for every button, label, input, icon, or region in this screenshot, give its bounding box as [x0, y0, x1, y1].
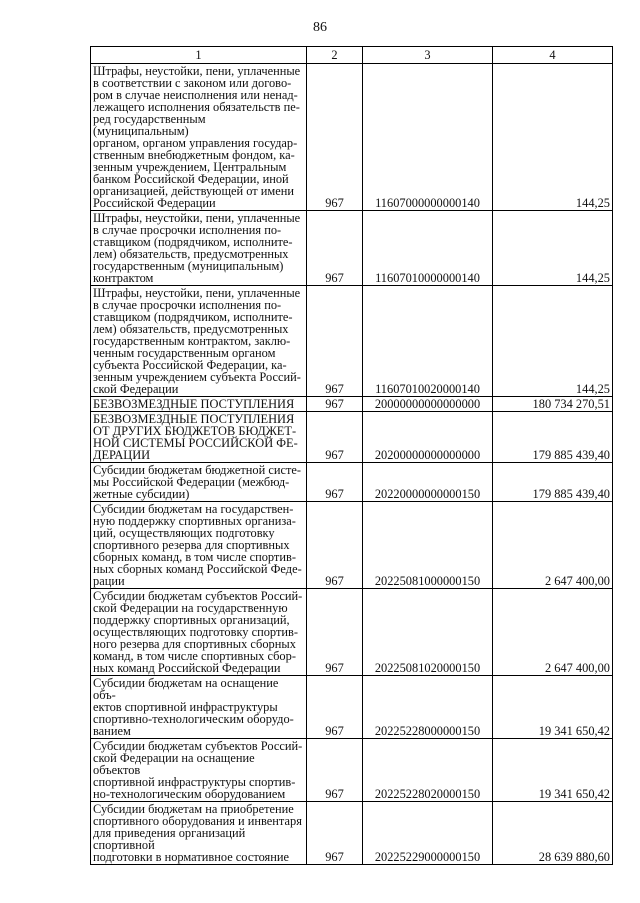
- table-row: [91, 211, 613, 286]
- amount-cell: 144,25: [493, 286, 613, 397]
- administrator-code-cell: 967: [307, 676, 363, 739]
- revenue-name-line: банком Российской Федерации, иной: [93, 172, 289, 186]
- revenue-name-line: Субсидии бюджетам бюджетной систе-: [93, 463, 301, 477]
- administrator-code-cell: 967: [307, 739, 363, 802]
- revenue-name-line: Субсидии бюджетам субъектов Россий-: [93, 739, 303, 753]
- amount-cell: 19 341 650,42: [493, 676, 613, 739]
- administrator-code-cell: 967: [307, 397, 363, 412]
- revenue-code-cell: 20225228020000150: [363, 739, 493, 802]
- revenue-name-line: организацией, действующей от имени: [93, 184, 294, 198]
- revenue-name-line: ред государственным (муниципальным): [93, 112, 206, 138]
- revenue-name-line: мы Российской Федерации (межбюд-: [93, 475, 290, 489]
- revenue-name-line: ской Федерации на государственную: [93, 601, 288, 615]
- table-row: [91, 412, 613, 463]
- revenue-name-cell: [91, 211, 307, 286]
- administrator-code-cell: 967: [307, 286, 363, 397]
- revenue-name-cell: [91, 286, 307, 397]
- revenue-name-line: подготовки в нормативное состояние: [93, 850, 289, 864]
- table-row: [91, 397, 613, 412]
- revenue-name-line: органом, органом управления государ-: [93, 136, 298, 150]
- revenue-name-line: ставщиком (подрядчиком, исполните-: [93, 235, 293, 249]
- revenue-name-line: Штрафы, неустойки, пени, уплаченные: [93, 64, 301, 78]
- administrator-code-cell: 967: [307, 463, 363, 502]
- table-row: [91, 286, 613, 397]
- revenue-code-cell: 20225081020000150: [363, 589, 493, 676]
- revenue-name-line: НОЙ СИСТЕМЫ РОССИЙСКОЙ ФЕ-: [93, 436, 298, 450]
- revenue-name-line: лем) обязательств, предусмотренных: [93, 322, 289, 336]
- table-row: [91, 463, 613, 502]
- revenue-name-line: БЕЗВОЗМЕЗДНЫЕ ПОСТУПЛЕНИЯ: [93, 412, 295, 426]
- revenue-code-cell: 11607010020000140: [363, 286, 493, 397]
- revenue-name-line: спортивного резерва для спортивных: [93, 538, 290, 552]
- revenue-name-cell: [91, 397, 307, 412]
- revenue-name-line: рации: [93, 574, 125, 588]
- revenue-name-line: осуществляющих подготовку спортив-: [93, 625, 298, 639]
- revenue-name-line: ного резерва для спортивных сборных: [93, 637, 296, 651]
- revenue-name-line: спортивного оборудования и инвентаря: [93, 814, 302, 828]
- revenue-name-line: субъекта Российской Федерации, ка-: [93, 358, 287, 372]
- table-row: [91, 676, 613, 739]
- revenue-code-cell: 20220000000000150: [363, 463, 493, 502]
- revenue-name-line: ОТ ДРУГИХ БЮДЖЕТОВ БЮДЖЕТ-: [93, 424, 297, 438]
- revenue-name-line: ных команд Российской Федерации: [93, 661, 281, 675]
- revenue-name-line: ванием: [93, 724, 131, 738]
- revenue-name-line: поддержку спортивных организаций,: [93, 613, 290, 627]
- administrator-code-cell: 967: [307, 211, 363, 286]
- revenue-name-line: БЕЗВОЗМЕЗДНЫЕ ПОСТУПЛЕНИЯ: [93, 397, 295, 411]
- revenue-name-cell: [91, 412, 307, 463]
- revenue-name-cell: [91, 802, 307, 865]
- revenue-name-line: ДЕРАЦИИ: [93, 448, 151, 462]
- revenue-name-line: ставщиком (подрядчиком, исполните-: [93, 310, 293, 324]
- revenue-code-cell: 20225229000000150: [363, 802, 493, 865]
- column-header-1: 1: [91, 47, 307, 64]
- revenue-name-line: сборных команд, в том числе спортив-: [93, 550, 296, 564]
- amount-cell: 28 639 880,60: [493, 802, 613, 865]
- revenue-name-cell: [91, 502, 307, 589]
- administrator-code-cell: 967: [307, 64, 363, 211]
- revenue-name-line: Штрафы, неустойки, пени, уплаченные: [93, 286, 301, 300]
- revenue-code-cell: 20000000000000000: [363, 397, 493, 412]
- revenue-name-line: спортивной инфраструктуры спортив-: [93, 775, 296, 789]
- revenue-name-line: ственным внебюджетным фондом, ка-: [93, 148, 295, 162]
- revenue-name-line: ченным государственным органом: [93, 346, 276, 360]
- revenue-name-line: лежащего исполнения обязательств пе-: [93, 100, 300, 114]
- amount-cell: 19 341 650,42: [493, 739, 613, 802]
- budget-revenue-table: [90, 46, 613, 865]
- revenue-name-line: команд, в том числе спортивных сбор-: [93, 649, 296, 663]
- revenue-name-line: Субсидии бюджетам на оснащение объ-: [93, 676, 279, 702]
- revenue-name-line: Субсидии бюджетам субъектов Россий-: [93, 589, 303, 603]
- revenue-name-cell: [91, 64, 307, 211]
- table-body: [91, 64, 613, 865]
- revenue-name-line: государственным контрактом, заклю-: [93, 334, 291, 348]
- revenue-name-line: спортивно-технологическим оборудо-: [93, 712, 294, 726]
- amount-cell: 144,25: [493, 64, 613, 211]
- revenue-name-line: в случае просрочки исполнения по-: [93, 298, 282, 312]
- revenue-name-line: Субсидии бюджетам на приобретение: [93, 802, 294, 816]
- revenue-name-line: ектов спортивной инфраструктуры: [93, 700, 278, 714]
- revenue-code-cell: 11607010000000140: [363, 211, 493, 286]
- revenue-name-cell: [91, 676, 307, 739]
- amount-cell: 144,25: [493, 211, 613, 286]
- revenue-name-line: в случае просрочки исполнения по-: [93, 223, 282, 237]
- revenue-name-line: жетные субсидии): [93, 487, 190, 501]
- table-row: [91, 64, 613, 211]
- revenue-code-cell: 20225228000000150: [363, 676, 493, 739]
- table-header-row: [91, 47, 613, 64]
- amount-cell: 2 647 400,00: [493, 502, 613, 589]
- revenue-code-cell: 20200000000000000: [363, 412, 493, 463]
- revenue-name-cell: [91, 463, 307, 502]
- page-number: 86: [313, 20, 327, 35]
- administrator-code-cell: 967: [307, 502, 363, 589]
- amount-cell: 180 734 270,51: [493, 397, 613, 412]
- amount-cell: 179 885 439,40: [493, 412, 613, 463]
- revenue-name-line: зенным учреждением, Центральным: [93, 160, 287, 174]
- revenue-name-line: государственным (муниципальным): [93, 259, 284, 273]
- table-row: [91, 739, 613, 802]
- revenue-code-cell: 20225081000000150: [363, 502, 493, 589]
- revenue-name-line: ную поддержку спортивных организа-: [93, 514, 296, 528]
- revenue-name-line: Субсидии бюджетам на государствен-: [93, 502, 294, 516]
- revenue-name-line: ций, осуществляющих подготовку: [93, 526, 275, 540]
- revenue-name-line: в соответствии с законом или догово-: [93, 76, 292, 90]
- revenue-name-line: ных сборных команд Российской Феде-: [93, 562, 302, 576]
- table-row: [91, 802, 613, 865]
- administrator-code-cell: 967: [307, 412, 363, 463]
- revenue-name-line: Российской Федерации: [93, 196, 216, 210]
- revenue-code-cell: 11607000000000140: [363, 64, 493, 211]
- amount-cell: 179 885 439,40: [493, 463, 613, 502]
- revenue-name-line: ром в случае неисполнения или ненад-: [93, 88, 298, 102]
- revenue-name-line: но-технологическим оборудованием: [93, 787, 286, 801]
- column-header-2: 2: [307, 47, 363, 64]
- revenue-name-line: для приведения организаций спортивной: [93, 826, 246, 852]
- administrator-code-cell: 967: [307, 589, 363, 676]
- revenue-name-line: лем) обязательств, предусмотренных: [93, 247, 289, 261]
- revenue-name-line: контрактом: [93, 271, 154, 285]
- table-row: [91, 502, 613, 589]
- column-header-3: 3: [363, 47, 493, 64]
- amount-cell: 2 647 400,00: [493, 589, 613, 676]
- revenue-name-line: зенным учреждением субъекта Россий-: [93, 370, 301, 384]
- revenue-name-line: Штрафы, неустойки, пени, уплаченные: [93, 211, 301, 225]
- table-row: [91, 589, 613, 676]
- column-header-4: 4: [493, 47, 613, 64]
- administrator-code-cell: 967: [307, 802, 363, 865]
- revenue-name-cell: [91, 739, 307, 802]
- revenue-name-cell: [91, 589, 307, 676]
- revenue-name-line: ской Федерации: [93, 382, 179, 396]
- revenue-name-line: ской Федерации на оснащение объектов: [93, 751, 255, 777]
